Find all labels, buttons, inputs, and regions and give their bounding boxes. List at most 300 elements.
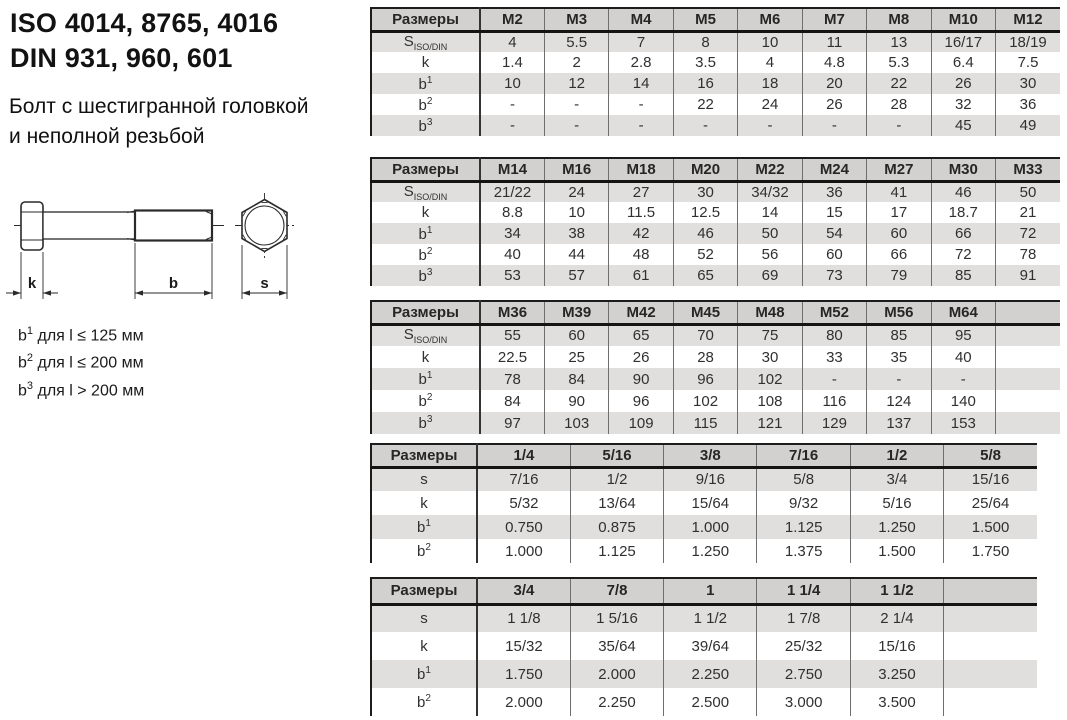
table-cell: 15 [802,202,866,223]
row-label: $b^2$ [417,542,431,560]
table-cell: 1.250 [850,515,943,539]
table-cell: 65 [609,324,673,346]
table-cell: 1/2 [570,467,663,491]
table-cell: 1.750 [944,539,1037,563]
table-cell: 54 [802,223,866,244]
table-corner-header: Размеры [371,578,477,604]
dimension-table-metric-m36-m64 [370,300,1060,434]
row-label: $b^3$ [371,115,480,136]
column-header [996,301,1061,324]
table-cell: 84 [544,368,608,390]
table-cell: 39/64 [664,632,757,660]
table-row [371,223,1060,244]
table-cell: 0.875 [570,515,663,539]
table-cell: 16/17 [931,31,995,52]
table-cell: 95 [931,324,995,346]
row-label: $b^2$ [417,693,431,711]
table-cell: 153 [931,412,995,434]
column-header: M42 [609,301,673,324]
dimension-table-imperial-quarter-to-fiveeighths [370,443,1037,563]
table-row [371,688,1037,716]
column-header: 1 1/2 [850,578,943,604]
table-cell: 5/16 [850,491,943,515]
table-cell: - [931,368,995,390]
column-header: M64 [931,301,995,324]
subtitle-line-2: и неполной резьбой [9,125,205,148]
table-cell: 85 [931,265,995,286]
table-cell: 75 [738,324,802,346]
table-cell: 140 [931,390,995,412]
table-cell: 10 [738,31,802,52]
table-cell: 96 [609,390,673,412]
table-cell: 2.000 [477,688,570,716]
table-cell: 11 [802,31,866,52]
table-cell: - [673,115,737,136]
table-row [371,265,1060,286]
table-cell: 5/32 [477,491,570,515]
table-cell: 17 [867,202,931,223]
table-cell: 21/22 [480,181,544,202]
table-row [371,632,1037,660]
table-cell: 24 [738,94,802,115]
table-cell: 21 [996,202,1061,223]
dimension-table-metric-m2-m12 [370,7,1060,136]
table-cell: 42 [609,223,673,244]
table-cell: 26 [802,94,866,115]
column-header [944,578,1037,604]
left-panel [0,0,370,720]
table-cell: 3.000 [757,688,850,716]
column-header: M20 [673,158,737,181]
column-header: M8 [867,8,931,31]
table-cell: 116 [802,390,866,412]
table-cell: 2.750 [757,660,850,688]
table-cell: 2.250 [570,688,663,716]
row-label: k [421,54,430,71]
table-cell: 66 [931,223,995,244]
table-cell: 2.8 [609,52,673,73]
table-row [371,244,1060,265]
table-cell: 16 [673,73,737,94]
column-header: 5/8 [944,444,1037,467]
tables-area [370,0,1067,720]
document-title [10,6,278,76]
table-cell: - [802,115,866,136]
footnote-line: $b^3$ для l > 200 мм [18,379,145,399]
row-label: $S_{ISO/DIN}$ [371,324,480,346]
table-corner-header: Размеры [371,444,477,467]
column-header: M14 [480,158,544,181]
table-cell: 24 [544,181,608,202]
column-header: M24 [802,158,866,181]
table-cell: 4.8 [802,52,866,73]
column-header: 3/4 [477,578,570,604]
title-iso-line: ISO 4014, 8765, 4016 [10,8,279,38]
column-header: M48 [738,301,802,324]
table-header-row [371,158,1060,181]
table-cell: 129 [802,412,866,434]
table-cell: 55 [480,324,544,346]
table-cell: 7.5 [996,52,1061,73]
table-cell: 40 [480,244,544,265]
table-cell: 32 [931,94,995,115]
table-cell: 6.4 [931,52,995,73]
table-cell: 2 [544,52,608,73]
table-cell: 34 [480,223,544,244]
table-cell: 80 [802,324,866,346]
table-cell: 11.5 [609,202,673,223]
table-cell: 13/64 [570,491,663,515]
table-cell: - [802,368,866,390]
footnotes [18,320,144,402]
table-cell: 1 5/16 [570,604,663,632]
bolt-technical-drawing [2,185,347,320]
table-cell: 1 1/2 [664,604,757,632]
table-cell: 25/32 [757,632,850,660]
table-cell: - [480,115,544,136]
bolt-head [21,202,43,250]
table-cell: 60 [802,244,866,265]
table-row [371,515,1037,539]
table-cell: 90 [609,368,673,390]
row-label: $b^2$ [418,95,433,114]
table-cell: 90 [544,390,608,412]
column-header: M7 [802,8,866,31]
table-cell: 124 [867,390,931,412]
table-cell: 41 [867,181,931,202]
table-cell: 40 [931,346,995,368]
table-cell: - [609,115,673,136]
table-cell: 46 [673,223,737,244]
table-cell: 15/32 [477,632,570,660]
table-cell: 3/4 [850,467,943,491]
table-cell: 28 [673,346,737,368]
table-cell: 5/8 [757,467,850,491]
table-cell: 13 [867,31,931,52]
table-cell: 1.500 [850,539,943,563]
row-label: s [371,467,477,491]
row-label: $b^3$ [371,265,480,286]
table-cell: 60 [544,324,608,346]
table-cell: 26 [931,73,995,94]
table-cell: 78 [480,368,544,390]
table-cell [996,412,1061,434]
table-cell: - [609,94,673,115]
table-cell [944,688,1037,716]
table-cell: 18/19 [996,31,1061,52]
table-row [371,202,1060,223]
table-row [371,604,1037,632]
table-cell: 14 [609,73,673,94]
table-header-row [371,444,1037,467]
column-header: 1/2 [850,444,943,467]
table-row [371,491,1037,515]
table-cell: 10 [544,202,608,223]
table-cell: 137 [867,412,931,434]
table-row [371,412,1060,434]
bolt-end-view [235,193,294,299]
table-cell: 102 [738,368,802,390]
table-cell: 73 [802,265,866,286]
table-cell: 35 [867,346,931,368]
table-cell: 2.000 [570,660,663,688]
table-cell: 50 [738,223,802,244]
table-row [371,390,1060,412]
table-cell: 2.250 [664,660,757,688]
column-header: M30 [931,158,995,181]
table-cell: 15/16 [850,632,943,660]
column-header: M22 [738,158,802,181]
table-cell: 14 [738,202,802,223]
dimension-table-imperial-threequarters-to-oneandhalf [370,577,1037,716]
row-label: k [420,494,428,512]
table-cell: 115 [673,412,737,434]
table-cell: 72 [931,244,995,265]
dimension-table-metric-m14-m33 [370,157,1060,286]
table-cell: 7 [609,31,673,52]
table-cell: 1 7/8 [757,604,850,632]
table-cell: 85 [867,324,931,346]
column-header: M18 [609,158,673,181]
table-cell: 0.750 [477,515,570,539]
table-cell: 12 [544,73,608,94]
table-cell: 1.250 [664,539,757,563]
table-cell: 66 [867,244,931,265]
table-cell: 10 [480,73,544,94]
bolt-shank [43,212,135,239]
table-cell: 53 [480,265,544,286]
table-cell: 22.5 [480,346,544,368]
table-cell: 3.5 [673,52,737,73]
table-cell: 44 [544,244,608,265]
table-row [371,346,1060,368]
table-cell: 22 [867,73,931,94]
table-header-row [371,578,1037,604]
table-cell: 8 [673,31,737,52]
title-din-line: DIN 931, 960, 601 [10,43,233,73]
column-header: 7/16 [757,444,850,467]
table-cell: 102 [673,390,737,412]
column-header: M16 [544,158,608,181]
table-row [371,115,1060,136]
column-header: M27 [867,158,931,181]
table-cell: 1.125 [757,515,850,539]
table-cell: 65 [673,265,737,286]
table-cell: 79 [867,265,931,286]
row-label: k [421,204,430,221]
table-cell: 9/32 [757,491,850,515]
row-label: k [421,348,430,366]
table-cell: 36 [802,181,866,202]
table-cell: 49 [996,115,1061,136]
bolt-thread [135,211,212,241]
table-cell: 18 [738,73,802,94]
table-cell: 15/64 [664,491,757,515]
row-label: $S_{ISO/DIN}$ [371,181,480,202]
table-cell: 61 [609,265,673,286]
column-header: 1 1/4 [757,578,850,604]
table-cell: 22 [673,94,737,115]
table-cell: 1.000 [477,539,570,563]
dim-k-label: k [27,275,37,292]
table-cell: - [867,368,931,390]
table-cell: 1.125 [570,539,663,563]
table-cell [996,368,1061,390]
table-cell [944,604,1037,632]
table-cell: 1.000 [664,515,757,539]
table-cell: 69 [738,265,802,286]
dim-s-label: s [260,275,269,292]
s-arrow-right [279,290,287,295]
column-header: 5/16 [570,444,663,467]
table-row [371,539,1037,563]
table-cell: 1.500 [944,515,1037,539]
table-cell: - [480,94,544,115]
table-cell: 91 [996,265,1061,286]
table-cell: 4 [480,31,544,52]
b-arrow-left [135,290,143,295]
table-cell [996,390,1061,412]
column-header: 3/8 [664,444,757,467]
row-label: $b^1$ [371,515,477,539]
bolt-side-view [6,202,224,299]
table-cell: 30 [673,181,737,202]
column-header: M56 [867,301,931,324]
table-cell: 33 [802,346,866,368]
k-arrow-right [43,290,51,295]
table-cell: 15/16 [944,467,1037,491]
column-header: M5 [673,8,737,31]
table-cell [944,632,1037,660]
row-label: $S_{ISO/DIN}$ [371,31,480,52]
table-corner-header: Размеры [371,301,480,324]
column-header: M39 [544,301,608,324]
table-cell: 50 [996,181,1061,202]
table-row [371,368,1060,390]
column-header: 7/8 [570,578,663,604]
column-header: M2 [480,8,544,31]
table-cell: 56 [738,244,802,265]
table-cell: 30 [738,346,802,368]
table-cell: 26 [609,346,673,368]
table-cell: 78 [996,244,1061,265]
row-label: $b^1$ [371,368,480,390]
table-corner-header: Размеры [371,8,480,31]
table-cell: 36 [996,94,1061,115]
table-row [371,467,1037,491]
row-label: $b^3$ [371,412,480,434]
table-cell: 121 [738,412,802,434]
table-cell: 7/16 [477,467,570,491]
row-label: $b^1$ [371,73,480,94]
table-cell: 3.250 [850,660,943,688]
table-cell: 34/32 [738,181,802,202]
table-cell: 52 [673,244,737,265]
column-header: M3 [544,8,608,31]
document-subtitle [9,92,308,152]
table-cell: 5.3 [867,52,931,73]
column-header: M6 [738,8,802,31]
table-cell: 4 [738,52,802,73]
table-cell: 1.4 [480,52,544,73]
table-cell: 108 [738,390,802,412]
table-cell: - [544,115,608,136]
table-cell: 25 [544,346,608,368]
table-cell: 72 [996,223,1061,244]
row-label: $b^2$ [418,245,433,264]
column-header: M4 [609,8,673,31]
table-cell: 2 1/4 [850,604,943,632]
table-cell: 1.750 [477,660,570,688]
table-cell: 20 [802,73,866,94]
row-label: s [371,604,477,632]
table-header-row [371,8,1060,31]
table-cell: 3.500 [850,688,943,716]
table-cell: 35/64 [570,632,663,660]
table-cell: 28 [867,94,931,115]
table-cell: - [738,115,802,136]
table-cell: 84 [480,390,544,412]
table-cell: 103 [544,412,608,434]
table-row [371,52,1060,73]
table-cell: 25/64 [944,491,1037,515]
column-header: M52 [802,301,866,324]
table-cell: 27 [609,181,673,202]
table-cell: - [867,115,931,136]
column-header: M36 [480,301,544,324]
table-cell: 2.500 [664,688,757,716]
table-cell: 5.5 [544,31,608,52]
dim-b-label: b [168,275,179,292]
table-header-row [371,301,1060,324]
subtitle-line-1: Болт с шестигранной головкой [9,95,309,118]
hexagon-outline [242,200,287,252]
table-cell [944,660,1037,688]
table-cell: 109 [609,412,673,434]
table-cell: 46 [931,181,995,202]
b-arrow-right [204,290,212,295]
table-cell: 48 [609,244,673,265]
table-cell: 57 [544,265,608,286]
row-label: $b^2$ [418,392,433,410]
table-cell: 38 [544,223,608,244]
column-header: M33 [996,158,1061,181]
column-header: 1/4 [477,444,570,467]
table-corner-header: Размеры [371,158,480,181]
table-row [371,324,1060,346]
table-row [371,31,1060,52]
table-cell: 9/16 [664,467,757,491]
table-cell: 96 [673,368,737,390]
table-row [371,660,1037,688]
table-cell: 1.375 [757,539,850,563]
table-cell: 8.8 [480,202,544,223]
table-cell: 60 [867,223,931,244]
table-cell [996,346,1061,368]
table-cell: 12.5 [673,202,737,223]
footnote-line: $b^1$ для l ≤ 125 мм [18,325,144,345]
s-arrow-left [242,290,250,295]
table-cell [996,324,1061,346]
footnote-line: $b^2$ для l ≤ 200 мм [18,352,144,372]
table-cell: 18.7 [931,202,995,223]
table-cell: 97 [480,412,544,434]
table-cell: - [544,94,608,115]
table-cell: 30 [996,73,1061,94]
k-arrow-left [13,290,21,295]
column-header: M10 [931,8,995,31]
table-cell: 1 1/8 [477,604,570,632]
